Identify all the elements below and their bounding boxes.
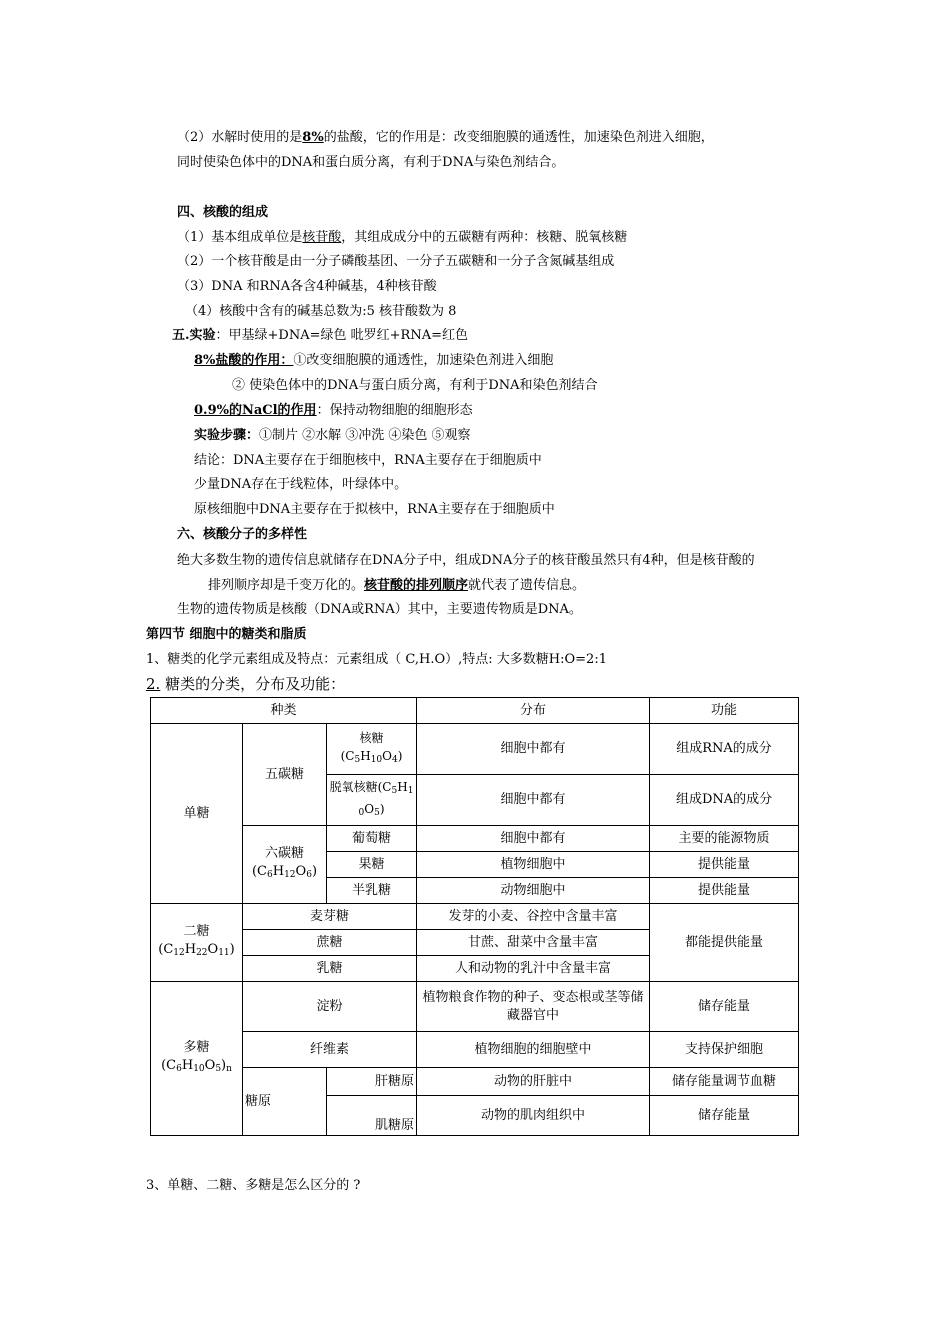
sucrose-dist: 甘蔗、甜菜中含量丰富	[417, 930, 650, 956]
di-func: 都能提供能量	[650, 904, 799, 982]
deoxyribose: 脱氧核糖($C_5H_1$ $_0O_5$)	[327, 775, 417, 826]
line-hcl-usage: （2）水解时使用的是8%的盐酸，它的作用是：改变细胞膜的通透性，加速染色剂进入细胞，	[177, 130, 714, 145]
line-5-1: 8%盐酸的作用：①改变细胞膜的通透性，加速染色剂进入细胞	[194, 353, 554, 368]
question-3: 3、单糖、二糖、多糖是怎么区分的 ?	[146, 1178, 361, 1193]
heading-experiment: 五.实验：甲基绿+DNA=绿色 吡罗红+RNA=红色	[172, 328, 468, 343]
cellulose: 纤维素	[243, 1032, 417, 1068]
cellulose-func: 支持保护细胞	[650, 1032, 799, 1068]
starch-dist: 植物粮食作物的种子、变态根或茎等储藏器官中	[417, 982, 650, 1032]
line-4-1: （1）基本组成单位是核苷酸，其组成成分中的五碳糖有两种：核糖、脱氧核糖	[177, 230, 628, 245]
deoxy-func: 组成DNA的成分	[650, 775, 799, 826]
sucrose: 蔗糖	[243, 930, 417, 956]
section-title: 第四节 细胞中的糖类和脂质	[146, 627, 307, 642]
maltose-dist: 发芽的小麦、谷控中含量丰富	[417, 904, 650, 930]
muscle-glycogen: 肌糖原	[327, 1096, 417, 1136]
header-distribution: 分布	[417, 698, 650, 724]
galactose-func: 提供能量	[650, 878, 799, 904]
line-6-3: 生物的遗传物质是核酸（DNA或RNA）其中，主要遗传物质是DNA。	[177, 602, 582, 617]
liver-dist: 动物的肝脏中	[417, 1068, 650, 1096]
question-2: 2. 糖类的分类，分布及功能：	[146, 675, 346, 693]
liver-glycogen: 肝糖原	[327, 1068, 417, 1096]
hexose: 六碳糖 $(C_6H_{12}O_6)$	[243, 826, 327, 904]
heading-diversity: 六、核酸分子的多样性	[177, 527, 308, 542]
ribose-func: 组成RNA的成分	[650, 724, 799, 775]
ribose: 核糖 $(C_5H_{10}O_4)$	[327, 724, 417, 775]
cellulose-dist: 植物细胞的细胞壁中	[417, 1032, 650, 1068]
fructose-dist: 植物细胞中	[417, 852, 650, 878]
fructose-func: 提供能量	[650, 852, 799, 878]
header-function: 功能	[650, 698, 799, 724]
maltose: 麦芽糖	[243, 904, 417, 930]
glucose-dist: 细胞中都有	[417, 826, 650, 852]
galactose: 半乳糖	[327, 878, 417, 904]
heading-nucleic-composition: 四、核酸的组成	[177, 205, 269, 220]
cat-poly: 多糖 $(C_6H_{10}O_5)_n$	[151, 982, 243, 1136]
line-4-2: （2）一个核苷酸是由一分子磷酸基团、一分子五碳糖和一分子含氮碱基组成	[177, 254, 615, 269]
question-1: 1、糖类的化学元素组成及特点：元素组成（ C,H.O）,特点: 大多数糖H:O=2:1	[146, 652, 607, 667]
line-hcl-usage-2: 同时使染色体中的DNA和蛋白质分离，有利于DNA与染色剂结合。	[177, 155, 565, 170]
sugar-table	[150, 697, 799, 1136]
glucose-func: 主要的能源物质	[650, 826, 799, 852]
header-type: 种类	[151, 698, 417, 724]
starch: 淀粉	[243, 982, 417, 1032]
pentose: 五碳糖	[243, 724, 327, 826]
ribose-dist: 细胞中都有	[417, 724, 650, 775]
muscle-dist: 动物的肌肉组织中	[417, 1096, 650, 1136]
line-6-1: 绝大多数生物的遗传信息就储存在DNA分子中，组成DNA分子的核苷酸虽然只有4种，但是核苷酸的	[177, 553, 755, 568]
lactose-dist: 人和动物的乳汁中含量丰富	[417, 956, 650, 982]
line-5-3: 0.9%的NaCl的作用：保持动物细胞的细胞形态	[194, 403, 473, 418]
line-5-7: 原核细胞中DNA主要存在于拟核中，RNA主要存在于细胞质中	[194, 502, 555, 517]
glucose: 葡萄糖	[327, 826, 417, 852]
liver-func: 储存能量调节血糖	[650, 1068, 799, 1096]
line-5-5: 结论：DNA主要存在于细胞核中，RNA主要存在于细胞质中	[194, 453, 542, 468]
line-5-6: 少量DNA存在于线粒体，叶绿体中。	[194, 477, 408, 492]
line-6-2: 排列顺序却是千变万化的。核苷酸的排列顺序就代表了遗传信息。	[208, 578, 586, 593]
line-5-4: 实验步骤：①制片 ②水解 ③冲洗 ④染色 ⑤观察	[194, 428, 471, 443]
deoxy-dist: 细胞中都有	[417, 775, 650, 826]
lactose: 乳糖	[243, 956, 417, 982]
cat-mono: 单糖	[151, 724, 243, 904]
fructose: 果糖	[327, 852, 417, 878]
starch-func: 储存能量	[650, 982, 799, 1032]
line-5-2: ② 使染色体中的DNA与蛋白质分离，有利于DNA和染色剂结合	[232, 378, 598, 393]
cat-di: 二糖 $(C_{12}H_{22}O_{11})$	[151, 904, 243, 982]
line-4-3: （3）DNA 和RNA各含4种碱基，4种核苷酸	[177, 279, 437, 294]
line-4-4: （4）核酸中含有的碱基总数为:5 核苷酸数为 8	[185, 304, 457, 319]
galactose-dist: 动物细胞中	[417, 878, 650, 904]
glycogen: 糖原	[243, 1068, 327, 1136]
muscle-func: 储存能量	[650, 1096, 799, 1136]
